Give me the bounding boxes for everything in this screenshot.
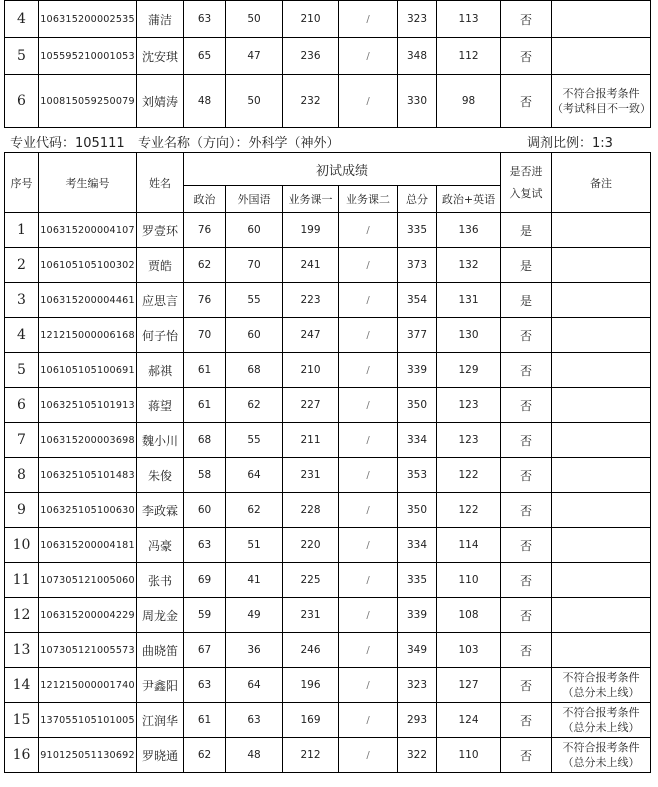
seq-cell: 16 bbox=[5, 738, 39, 773]
note-cell: 不符合报考条件（总分未上线） bbox=[552, 703, 651, 738]
student-id-cell: 106325105100630 bbox=[39, 493, 137, 528]
header-retest: 是否进入复试 bbox=[501, 153, 552, 213]
politics-score-cell: 61 bbox=[184, 703, 226, 738]
foreign-score-cell: 50 bbox=[226, 75, 283, 128]
pol-eng-score-cell: 98 bbox=[437, 75, 501, 128]
table-row bbox=[5, 318, 651, 353]
total-score-cell: 377 bbox=[398, 318, 437, 353]
name-cell: 贾皓 bbox=[137, 248, 184, 283]
course2-score-cell: / bbox=[339, 1, 398, 38]
course2-score-cell: / bbox=[339, 493, 398, 528]
table-row bbox=[5, 388, 651, 423]
seq-cell: 7 bbox=[5, 423, 39, 458]
student-id-cell: 121215000006168 bbox=[39, 318, 137, 353]
pol-eng-score-cell: 123 bbox=[437, 423, 501, 458]
name-cell: 朱俊 bbox=[137, 458, 184, 493]
course2-score-cell: / bbox=[339, 458, 398, 493]
table-row bbox=[5, 598, 651, 633]
total-score-cell: 335 bbox=[398, 213, 437, 248]
total-score-cell: 350 bbox=[398, 388, 437, 423]
retest-cell: 否 bbox=[501, 493, 552, 528]
note-cell bbox=[552, 563, 651, 598]
seq-cell: 3 bbox=[5, 283, 39, 318]
politics-score-cell: 61 bbox=[184, 353, 226, 388]
pol-eng-score-cell: 103 bbox=[437, 633, 501, 668]
student-id-cell: 106105105100302 bbox=[39, 248, 137, 283]
seq-cell: 10 bbox=[5, 528, 39, 563]
pol-eng-score-cell: 131 bbox=[437, 283, 501, 318]
table-row bbox=[5, 38, 651, 75]
course1-score-cell: 169 bbox=[283, 703, 339, 738]
student-id-cell: 106315200002535 bbox=[39, 1, 137, 38]
course1-score-cell: 225 bbox=[283, 563, 339, 598]
retest-cell: 否 bbox=[501, 353, 552, 388]
student-id-cell: 137055105101005 bbox=[39, 703, 137, 738]
foreign-score-cell: 62 bbox=[226, 493, 283, 528]
pol-eng-score-cell: 129 bbox=[437, 353, 501, 388]
politics-score-cell: 76 bbox=[184, 283, 226, 318]
course1-score-cell: 241 bbox=[283, 248, 339, 283]
table-row bbox=[5, 248, 651, 283]
total-score-cell: 348 bbox=[398, 38, 437, 75]
header-foreign: 外国语 bbox=[226, 186, 283, 213]
foreign-score-cell: 36 bbox=[226, 633, 283, 668]
table-row bbox=[5, 528, 651, 563]
table-row bbox=[5, 633, 651, 668]
note-cell bbox=[552, 353, 651, 388]
header-course1: 业务课一 bbox=[283, 186, 339, 213]
retest-cell: 否 bbox=[501, 563, 552, 598]
name-cell: 张书 bbox=[137, 563, 184, 598]
course1-score-cell: 223 bbox=[283, 283, 339, 318]
pol-eng-score-cell: 132 bbox=[437, 248, 501, 283]
seq-cell: 11 bbox=[5, 563, 39, 598]
total-score-cell: 330 bbox=[398, 75, 437, 128]
total-score-cell: 322 bbox=[398, 738, 437, 773]
name-cell: 罗晓通 bbox=[137, 738, 184, 773]
seq-cell: 13 bbox=[5, 633, 39, 668]
name-cell: 李政霖 bbox=[137, 493, 184, 528]
table-row bbox=[5, 353, 651, 388]
politics-score-cell: 63 bbox=[184, 528, 226, 563]
foreign-score-cell: 60 bbox=[226, 318, 283, 353]
header-total: 总分 bbox=[398, 186, 437, 213]
note-cell bbox=[552, 213, 651, 248]
retest-cell: 否 bbox=[501, 738, 552, 773]
seq-cell: 12 bbox=[5, 598, 39, 633]
table-row bbox=[5, 493, 651, 528]
pol-eng-score-cell: 127 bbox=[437, 668, 501, 703]
politics-score-cell: 67 bbox=[184, 633, 226, 668]
total-score-cell: 323 bbox=[398, 1, 437, 38]
seq-cell: 14 bbox=[5, 668, 39, 703]
course2-score-cell: / bbox=[339, 633, 398, 668]
course1-score-cell: 199 bbox=[283, 213, 339, 248]
politics-score-cell: 70 bbox=[184, 318, 226, 353]
note-cell bbox=[552, 38, 651, 75]
seq-cell: 5 bbox=[5, 38, 39, 75]
politics-score-cell: 68 bbox=[184, 423, 226, 458]
pol-eng-score-cell: 136 bbox=[437, 213, 501, 248]
foreign-score-cell: 60 bbox=[226, 213, 283, 248]
course1-score-cell: 210 bbox=[283, 1, 339, 38]
name-cell: 何子怡 bbox=[137, 318, 184, 353]
total-score-cell: 353 bbox=[398, 458, 437, 493]
foreign-score-cell: 47 bbox=[226, 38, 283, 75]
foreign-score-cell: 49 bbox=[226, 598, 283, 633]
foreign-score-cell: 70 bbox=[226, 248, 283, 283]
politics-score-cell: 69 bbox=[184, 563, 226, 598]
course2-score-cell: / bbox=[339, 248, 398, 283]
table-row bbox=[5, 75, 651, 128]
header-seq: 序号 bbox=[5, 153, 39, 213]
seq-cell: 4 bbox=[5, 1, 39, 38]
course2-score-cell: / bbox=[339, 563, 398, 598]
course2-score-cell: / bbox=[339, 703, 398, 738]
header-note: 备注 bbox=[552, 153, 651, 213]
course2-score-cell: / bbox=[339, 283, 398, 318]
note-cell: 不符合报考条件（总分未上线） bbox=[552, 738, 651, 773]
retest-cell: 是 bbox=[501, 248, 552, 283]
table-row bbox=[5, 213, 651, 248]
retest-cell: 否 bbox=[501, 75, 552, 128]
retest-cell: 否 bbox=[501, 38, 552, 75]
seq-cell: 6 bbox=[5, 388, 39, 423]
foreign-score-cell: 62 bbox=[226, 388, 283, 423]
note-cell bbox=[552, 388, 651, 423]
course2-score-cell: / bbox=[339, 75, 398, 128]
student-id-cell: 105595210001053 bbox=[39, 38, 137, 75]
foreign-score-cell: 55 bbox=[226, 423, 283, 458]
note-cell: 不符合报考条件（总分未上线） bbox=[552, 668, 651, 703]
name-cell: 曲晓笛 bbox=[137, 633, 184, 668]
course1-score-cell: 232 bbox=[283, 75, 339, 128]
name-cell: 刘婧涛 bbox=[137, 75, 184, 128]
note-cell bbox=[552, 248, 651, 283]
student-id-cell: 106105105100691 bbox=[39, 353, 137, 388]
student-id-cell: 106325105101913 bbox=[39, 388, 137, 423]
note-cell bbox=[552, 423, 651, 458]
course1-score-cell: 211 bbox=[283, 423, 339, 458]
pol-eng-score-cell: 122 bbox=[437, 493, 501, 528]
pol-eng-score-cell: 124 bbox=[437, 703, 501, 738]
note-cell bbox=[552, 1, 651, 38]
total-score-cell: 354 bbox=[398, 283, 437, 318]
table-row bbox=[5, 738, 651, 773]
politics-score-cell: 61 bbox=[184, 388, 226, 423]
retest-cell: 否 bbox=[501, 458, 552, 493]
note-cell bbox=[552, 283, 651, 318]
retest-cell: 否 bbox=[501, 598, 552, 633]
foreign-score-cell: 48 bbox=[226, 738, 283, 773]
retest-cell: 否 bbox=[501, 668, 552, 703]
course1-score-cell: 212 bbox=[283, 738, 339, 773]
table-row bbox=[5, 563, 651, 598]
note-cell bbox=[552, 528, 651, 563]
header-prelim: 初试成绩 bbox=[184, 153, 501, 186]
seq-cell: 2 bbox=[5, 248, 39, 283]
student-id-cell: 106315200004461 bbox=[39, 283, 137, 318]
student-id-cell: 107305121005060 bbox=[39, 563, 137, 598]
course1-score-cell: 247 bbox=[283, 318, 339, 353]
seq-cell: 8 bbox=[5, 458, 39, 493]
course1-score-cell: 220 bbox=[283, 528, 339, 563]
course1-score-cell: 228 bbox=[283, 493, 339, 528]
header-name: 姓名 bbox=[137, 153, 184, 213]
total-score-cell: 334 bbox=[398, 423, 437, 458]
seq-cell: 15 bbox=[5, 703, 39, 738]
course1-score-cell: 231 bbox=[283, 598, 339, 633]
name-cell: 尹鑫阳 bbox=[137, 668, 184, 703]
name-cell: 罗壹环 bbox=[137, 213, 184, 248]
student-id-cell: 107305121005573 bbox=[39, 633, 137, 668]
politics-score-cell: 58 bbox=[184, 458, 226, 493]
foreign-score-cell: 51 bbox=[226, 528, 283, 563]
course2-score-cell: / bbox=[339, 318, 398, 353]
politics-score-cell: 63 bbox=[184, 668, 226, 703]
adjust-ratio: 调剂比例：1:3 bbox=[527, 136, 613, 151]
student-id-cell: 121215000001740 bbox=[39, 668, 137, 703]
total-score-cell: 335 bbox=[398, 563, 437, 598]
course2-score-cell: / bbox=[339, 213, 398, 248]
course1-score-cell: 196 bbox=[283, 668, 339, 703]
major-code: 专业代码：105111 bbox=[10, 136, 125, 151]
student-id-cell: 106315200004181 bbox=[39, 528, 137, 563]
table-row bbox=[5, 458, 651, 493]
student-id-cell: 100815059250079 bbox=[39, 75, 137, 128]
course2-score-cell: / bbox=[339, 38, 398, 75]
student-id-cell: 106315200003698 bbox=[39, 423, 137, 458]
top-score-table bbox=[4, 0, 651, 128]
seq-cell: 4 bbox=[5, 318, 39, 353]
student-id-cell: 106315200004229 bbox=[39, 598, 137, 633]
note-cell bbox=[552, 598, 651, 633]
pol-eng-score-cell: 110 bbox=[437, 738, 501, 773]
header-id: 考生编号 bbox=[39, 153, 137, 213]
total-score-cell: 350 bbox=[398, 493, 437, 528]
seq-cell: 1 bbox=[5, 213, 39, 248]
politics-score-cell: 65 bbox=[184, 38, 226, 75]
course2-score-cell: / bbox=[339, 738, 398, 773]
major-info-bar bbox=[10, 129, 650, 151]
total-score-cell: 293 bbox=[398, 703, 437, 738]
total-score-cell: 334 bbox=[398, 528, 437, 563]
pol-eng-score-cell: 112 bbox=[437, 38, 501, 75]
seq-cell: 6 bbox=[5, 75, 39, 128]
course1-score-cell: 246 bbox=[283, 633, 339, 668]
retest-cell: 否 bbox=[501, 633, 552, 668]
note-cell bbox=[552, 633, 651, 668]
total-score-cell: 323 bbox=[398, 668, 437, 703]
foreign-score-cell: 50 bbox=[226, 1, 283, 38]
seq-cell: 5 bbox=[5, 353, 39, 388]
course2-score-cell: / bbox=[339, 388, 398, 423]
table-row bbox=[5, 668, 651, 703]
foreign-score-cell: 41 bbox=[226, 563, 283, 598]
course1-score-cell: 231 bbox=[283, 458, 339, 493]
course1-score-cell: 210 bbox=[283, 353, 339, 388]
name-cell: 沈安琪 bbox=[137, 38, 184, 75]
course2-score-cell: / bbox=[339, 353, 398, 388]
major-name: 专业名称（方向）：外科学（神外） bbox=[138, 136, 340, 151]
table-row bbox=[5, 283, 651, 318]
name-cell: 蒋望 bbox=[137, 388, 184, 423]
politics-score-cell: 62 bbox=[184, 248, 226, 283]
foreign-score-cell: 63 bbox=[226, 703, 283, 738]
total-score-cell: 339 bbox=[398, 353, 437, 388]
table-row bbox=[5, 423, 651, 458]
retest-cell: 否 bbox=[501, 423, 552, 458]
politics-score-cell: 59 bbox=[184, 598, 226, 633]
pol-eng-score-cell: 130 bbox=[437, 318, 501, 353]
header-pol-eng: 政治+英语 bbox=[437, 186, 501, 213]
note-cell bbox=[552, 318, 651, 353]
header-politics: 政治 bbox=[184, 186, 226, 213]
header-course2: 业务课二 bbox=[339, 186, 398, 213]
retest-cell: 否 bbox=[501, 528, 552, 563]
note-cell bbox=[552, 458, 651, 493]
politics-score-cell: 48 bbox=[184, 75, 226, 128]
retest-cell: 是 bbox=[501, 283, 552, 318]
pol-eng-score-cell: 108 bbox=[437, 598, 501, 633]
retest-cell: 否 bbox=[501, 388, 552, 423]
pol-eng-score-cell: 123 bbox=[437, 388, 501, 423]
politics-score-cell: 62 bbox=[184, 738, 226, 773]
foreign-score-cell: 64 bbox=[226, 668, 283, 703]
retest-cell: 否 bbox=[501, 1, 552, 38]
politics-score-cell: 63 bbox=[184, 1, 226, 38]
course1-score-cell: 227 bbox=[283, 388, 339, 423]
course2-score-cell: / bbox=[339, 423, 398, 458]
retest-cell: 是 bbox=[501, 213, 552, 248]
note-cell bbox=[552, 493, 651, 528]
pol-eng-score-cell: 113 bbox=[437, 1, 501, 38]
course2-score-cell: / bbox=[339, 668, 398, 703]
note-cell: 不符合报考条件（考试科目不一致） bbox=[552, 75, 651, 128]
course2-score-cell: / bbox=[339, 598, 398, 633]
name-cell: 郝祺 bbox=[137, 353, 184, 388]
main-score-table bbox=[4, 152, 651, 773]
pol-eng-score-cell: 122 bbox=[437, 458, 501, 493]
table-row bbox=[5, 1, 651, 38]
total-score-cell: 339 bbox=[398, 598, 437, 633]
foreign-score-cell: 68 bbox=[226, 353, 283, 388]
foreign-score-cell: 64 bbox=[226, 458, 283, 493]
course2-score-cell: / bbox=[339, 528, 398, 563]
student-id-cell: 910125051130692 bbox=[39, 738, 137, 773]
total-score-cell: 349 bbox=[398, 633, 437, 668]
name-cell: 应思言 bbox=[137, 283, 184, 318]
student-id-cell: 106315200004107 bbox=[39, 213, 137, 248]
name-cell: 冯豪 bbox=[137, 528, 184, 563]
politics-score-cell: 76 bbox=[184, 213, 226, 248]
retest-cell: 否 bbox=[501, 318, 552, 353]
retest-cell: 否 bbox=[501, 703, 552, 738]
politics-score-cell: 60 bbox=[184, 493, 226, 528]
name-cell: 周龙金 bbox=[137, 598, 184, 633]
course1-score-cell: 236 bbox=[283, 38, 339, 75]
name-cell: 魏小川 bbox=[137, 423, 184, 458]
pol-eng-score-cell: 114 bbox=[437, 528, 501, 563]
name-cell: 蒲洁 bbox=[137, 1, 184, 38]
seq-cell: 9 bbox=[5, 493, 39, 528]
foreign-score-cell: 55 bbox=[226, 283, 283, 318]
pol-eng-score-cell: 110 bbox=[437, 563, 501, 598]
name-cell: 江润华 bbox=[137, 703, 184, 738]
table-row bbox=[5, 703, 651, 738]
total-score-cell: 373 bbox=[398, 248, 437, 283]
student-id-cell: 106325105101483 bbox=[39, 458, 137, 493]
